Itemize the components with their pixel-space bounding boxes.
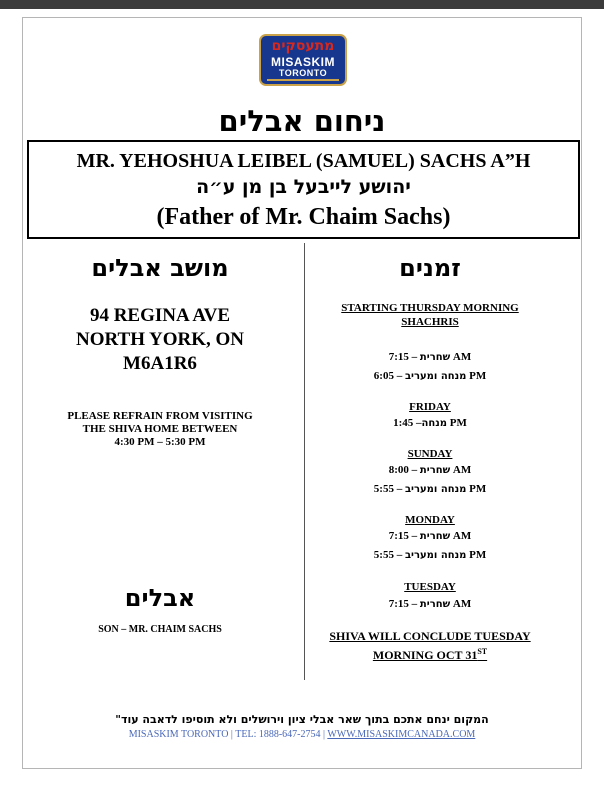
monday-label: MONDAY xyxy=(405,514,455,526)
thursday-mincha-maariv xyxy=(318,369,542,384)
monday-mincha-maariv xyxy=(318,548,542,563)
top-bar xyxy=(0,0,604,9)
sunday-shachris xyxy=(318,463,542,478)
prayer-time: – 7:15 AM xyxy=(388,598,472,610)
shiva-conclusion xyxy=(318,629,542,663)
conclusion-line-2 xyxy=(318,644,542,663)
misaskim-logo xyxy=(259,34,347,86)
sunday-label: SUNDAY xyxy=(407,448,453,460)
shiva-address xyxy=(40,304,280,376)
conclusion-suffix: ST xyxy=(477,647,488,656)
footer-blessing: המקום ינחם אתכם בתוך שאר אבלי ציון וירושלים ולא תוסיפו לדאבה עוד" xyxy=(115,713,489,726)
logo-hebrew-text: מתעסקים xyxy=(271,38,335,54)
shiva-location-heading: מושב אבלים xyxy=(91,254,229,282)
deceased-relation: (Father of Mr. Chaim Sachs) xyxy=(156,204,451,230)
tuesday-label: TUESDAY xyxy=(404,581,456,593)
conclusion-line-1: SHIVA WILL CONCLUDE TUESDAY xyxy=(329,629,531,643)
conclusion-date: MORNING OCT 31 xyxy=(372,648,478,662)
thursday-shachris xyxy=(318,350,542,365)
address-line-1: 94 REGINA AVE xyxy=(89,305,231,326)
deceased-hebrew-name: יהושע לייבעל בן מן ע״ה xyxy=(196,176,411,198)
times-heading: זמנים xyxy=(399,254,461,282)
prayer-time: – 5:55 PM xyxy=(373,483,487,495)
visiting-notice-line-3: 4:30 PM – 5:30 PM xyxy=(114,436,206,448)
prayer-label: שחרית xyxy=(419,531,451,542)
starting-notice xyxy=(318,301,542,329)
mourners-heading: אבלים xyxy=(124,584,196,612)
main-title: ניחום אבלים xyxy=(218,104,386,138)
prayer-time: – 6:05 PM xyxy=(373,370,487,382)
friday-label: FRIDAY xyxy=(409,401,451,413)
logo-city-text: TORONTO xyxy=(278,68,328,78)
deceased-name-box xyxy=(27,140,580,239)
prayer-label: שחרית xyxy=(419,599,451,610)
prayer-label: מנחה xyxy=(421,418,448,429)
address-line-2: NORTH YORK, ON xyxy=(75,329,245,350)
footer-org-tel: MISASKIM TORONTO | TEL: 1888-647-2754 | xyxy=(128,729,328,740)
starting-line-2: SHACHRIS xyxy=(401,316,459,328)
prayer-time: – 1:45 PM xyxy=(393,417,467,429)
visiting-notice-line-2: THE SHIVA HOME BETWEEN xyxy=(82,423,238,435)
friday-mincha xyxy=(318,416,542,431)
prayer-time: – 5:55 PM xyxy=(373,549,487,561)
monday-shachris xyxy=(318,529,542,544)
prayer-label: שחרית xyxy=(419,352,451,363)
column-divider xyxy=(304,243,305,680)
visiting-notice-line-1: PLEASE REFRAIN FROM VISITING xyxy=(67,410,253,422)
address-line-3: M6A1R6 xyxy=(123,353,197,374)
prayer-label: מנחה ומעריב xyxy=(404,371,467,382)
prayer-label: מנחה ומעריב xyxy=(404,550,467,561)
prayer-label: שחרית xyxy=(419,465,451,476)
prayer-time: – 7:15 AM xyxy=(388,530,472,542)
sunday-mincha-maariv xyxy=(318,482,542,497)
starting-line-1: STARTING THURSDAY MORNING xyxy=(341,302,519,314)
prayer-time: – 8:00 AM xyxy=(388,464,472,476)
footer-contact xyxy=(0,728,604,741)
visiting-notice xyxy=(60,410,260,449)
logo-name-text: MISASKIM xyxy=(271,55,335,69)
footer-website-link[interactable]: WWW.MISASKIMCANADA.COM xyxy=(327,729,476,740)
prayer-label: מנחה ומעריב xyxy=(404,484,467,495)
tuesday-shachris xyxy=(318,597,542,612)
prayer-time: – 7:15 AM xyxy=(388,351,472,363)
deceased-english-name: MR. YEHOSHUA LEIBEL (SAMUEL) SACHS A”H xyxy=(76,150,531,172)
logo-underline xyxy=(267,79,339,81)
mourner-name: SON – MR. CHAIM SACHS xyxy=(98,624,222,635)
